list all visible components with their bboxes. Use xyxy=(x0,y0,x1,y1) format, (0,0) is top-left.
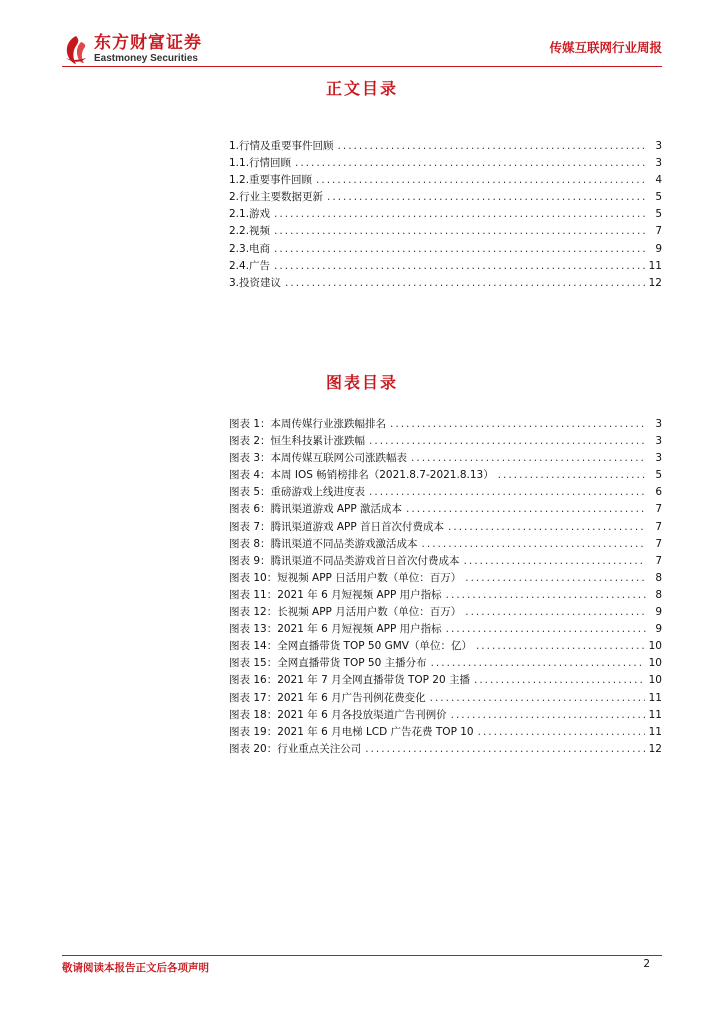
dot-leader xyxy=(390,418,646,430)
header-divider xyxy=(62,66,662,67)
toc-entry-label: 图表 15：全网直播带货 TOP 50 主播分布 xyxy=(229,657,427,670)
toc-entry-page: 3 xyxy=(655,435,662,448)
toc-entry-page: 4 xyxy=(655,174,662,187)
dot-leader xyxy=(464,555,646,567)
dot-leader xyxy=(431,657,645,669)
toc-entry[interactable] xyxy=(229,536,662,553)
page-number: 2 xyxy=(643,958,650,970)
dot-leader xyxy=(430,692,645,704)
toc-entry[interactable] xyxy=(229,690,662,707)
toc-entry[interactable] xyxy=(229,206,662,223)
toc-entry-label: 图表 10：短视频 APP 日活用户数（单位：百万） xyxy=(229,571,462,584)
toc-entry-label: 图表 17：2021 年 6 月广告刊例花费变化 xyxy=(229,691,426,704)
disclaimer-note: 敬请阅读本报告正文后各项声明 xyxy=(62,962,209,974)
dot-leader xyxy=(285,277,645,289)
toc-entry[interactable] xyxy=(229,621,662,638)
toc-entry[interactable] xyxy=(229,587,662,604)
toc-entry[interactable] xyxy=(229,724,662,741)
toc-entry-label: 图表 1：本周传媒行业涨跌幅排名 xyxy=(229,418,387,430)
dot-leader xyxy=(465,606,646,618)
toc-entry-page: 11 xyxy=(648,725,662,738)
dot-leader xyxy=(411,452,646,464)
toc-entry-label: 2.4.广告 xyxy=(229,259,271,272)
dot-leader xyxy=(316,174,646,186)
toc-entry-label: 图表 8：腾讯渠道不同品类游戏激活成本 xyxy=(229,537,418,550)
toc-entry-page: 3 xyxy=(655,140,662,152)
toc-entry[interactable] xyxy=(229,155,662,172)
toc-entry-label: 图表 12：长视频 APP 月活用户数（单位：百万） xyxy=(229,606,462,619)
toc-entry[interactable] xyxy=(229,275,662,292)
dot-leader xyxy=(498,469,646,481)
dot-leader xyxy=(274,225,646,237)
dot-leader xyxy=(478,726,645,738)
dot-leader xyxy=(369,435,646,447)
toc-entry[interactable] xyxy=(229,741,662,758)
eastmoney-logo-icon xyxy=(62,34,90,66)
dot-leader xyxy=(465,572,646,584)
toc-entry[interactable] xyxy=(229,189,662,206)
toc-entry-label: 2.3.电商 xyxy=(229,242,271,255)
toc-entry[interactable] xyxy=(229,223,662,240)
toc-entry-label: 图表 19：2021 年 6 月电梯 LCD 广告花费 TOP 10 xyxy=(229,725,474,738)
toc-entry-page: 11 xyxy=(648,691,662,704)
toc-entry-label: 2.2.视频 xyxy=(229,225,271,238)
toc-entry-page: 9 xyxy=(655,606,662,619)
toc-entry-page: 9 xyxy=(655,242,662,255)
dot-leader xyxy=(476,640,645,652)
dot-leader xyxy=(274,243,646,255)
toc-entry-label: 图表 9：腾讯渠道不同品类游戏首日首次付费成本 xyxy=(229,554,460,567)
toc-entry-label: 图表 7：腾讯渠道游戏 APP 首日首次付费成本 xyxy=(229,520,445,533)
toc-entry-label: 图表 2：恒生科技累计涨跌幅 xyxy=(229,435,366,448)
company-logo xyxy=(62,34,202,66)
toc-entry-label: 1.1.行情回顾 xyxy=(229,157,292,170)
dot-leader xyxy=(406,503,646,515)
toc-entry-label: 图表 13：2021 年 6 月短视频 APP 用户指标 xyxy=(229,623,442,636)
figures-title: 图表目录 xyxy=(325,373,398,392)
toc-entry-label: 图表 4：本周 IOS 畅销榜排名（2021.8.7-2021.8.13） xyxy=(229,469,494,482)
toc-entry-label: 1.2.重要事件回顾 xyxy=(229,174,313,187)
toc-entry-label: 图表 5：重磅游戏上线进度表 xyxy=(229,486,366,499)
toc-entry-label: 图表 16：2021 年 7 月全网直播带货 TOP 20 主播 xyxy=(229,674,470,687)
toc-entry-page: 7 xyxy=(655,503,662,516)
toc-entry-label: 图表 11：2021 年 6 月短视频 APP 用户指标 xyxy=(229,588,442,601)
toc-entry-page: 8 xyxy=(655,588,662,601)
dot-leader xyxy=(474,674,645,686)
toc-entry[interactable] xyxy=(229,707,662,724)
logo-chinese-name: 东方财富证券 xyxy=(94,33,202,53)
toc-entry-page: 3 xyxy=(655,452,662,465)
toc-entry-page: 3 xyxy=(655,418,662,430)
toc-entry-page: 12 xyxy=(648,276,662,289)
dot-leader xyxy=(338,140,646,152)
toc-entry[interactable] xyxy=(229,450,662,467)
dot-leader xyxy=(365,743,644,755)
toc-entry-label: 图表 3：本周传媒互联网公司涨跌幅表 xyxy=(229,452,408,465)
toc-entry[interactable] xyxy=(229,519,662,536)
toc-entry-page: 5 xyxy=(655,208,662,221)
toc-entry[interactable] xyxy=(229,138,662,155)
toc-entry[interactable] xyxy=(229,241,662,258)
toc-entry-label: 2.行业主要数据更新 xyxy=(229,191,324,204)
toc-entry[interactable] xyxy=(229,433,662,450)
footer-divider xyxy=(62,955,662,956)
toc-entry-page: 5 xyxy=(655,191,662,204)
toc-entry[interactable] xyxy=(229,638,662,655)
dot-leader xyxy=(446,623,646,635)
toc-entry[interactable] xyxy=(229,416,662,433)
toc-entry-page: 11 xyxy=(648,708,662,721)
toc-entry[interactable] xyxy=(229,501,662,518)
toc-entry[interactable] xyxy=(229,467,662,484)
figures-list xyxy=(229,416,662,758)
toc-entry-page: 3 xyxy=(655,157,662,170)
toc-entry-page: 12 xyxy=(648,742,662,755)
toc-entry-label: 图表 14：全网直播带货 TOP 50 GMV（单位：亿） xyxy=(229,640,472,653)
dot-leader xyxy=(369,486,646,498)
logo-english-name: Eastmoney Securities xyxy=(94,53,198,64)
toc-entry[interactable] xyxy=(229,484,662,501)
toc-entry-label: 2.1.游戏 xyxy=(229,208,271,221)
toc-entry[interactable] xyxy=(229,258,662,275)
toc-entry-page: 5 xyxy=(655,469,662,482)
toc-entry[interactable] xyxy=(229,604,662,621)
toc-entry-page: 6 xyxy=(655,486,662,499)
toc-entry-page: 11 xyxy=(648,259,662,272)
toc-entry[interactable] xyxy=(229,553,662,570)
toc-entry-page: 9 xyxy=(655,623,662,636)
report-type-label: 传媒互联网行业周报 xyxy=(549,40,662,55)
toc-entry[interactable] xyxy=(229,172,662,189)
dot-leader xyxy=(327,191,646,203)
toc-entry-label: 3.投资建议 xyxy=(229,276,282,289)
dot-leader xyxy=(295,157,646,169)
toc-entry-page: 7 xyxy=(655,225,662,238)
toc-entry[interactable] xyxy=(229,655,662,672)
toc-entry-label: 图表 20：行业重点关注公司 xyxy=(229,742,362,755)
dot-leader xyxy=(274,208,646,220)
contents-list xyxy=(229,138,662,292)
toc-entry-page: 10 xyxy=(648,674,662,687)
toc-entry[interactable] xyxy=(229,672,662,689)
dot-leader xyxy=(451,709,645,721)
toc-entry-page: 8 xyxy=(655,571,662,584)
dot-leader xyxy=(274,260,645,272)
toc-entry-page: 7 xyxy=(655,520,662,533)
toc-entry-page: 10 xyxy=(648,640,662,653)
toc-entry-page: 10 xyxy=(648,657,662,670)
toc-entry-label: 图表 18：2021 年 6 月各投放渠道广告刊例价 xyxy=(229,708,447,721)
toc-entry-page: 7 xyxy=(655,554,662,567)
toc-entry-label: 图表 6：腾讯渠道游戏 APP 激活成本 xyxy=(229,503,403,516)
dot-leader xyxy=(446,589,646,601)
page-header xyxy=(0,0,724,70)
contents-title: 正文目录 xyxy=(325,79,398,98)
toc-entry-page: 7 xyxy=(655,537,662,550)
toc-entry-label: 1.行情及重要事件回顾 xyxy=(229,140,334,152)
dot-leader xyxy=(448,521,646,533)
toc-entry[interactable] xyxy=(229,570,662,587)
dot-leader xyxy=(422,538,646,550)
